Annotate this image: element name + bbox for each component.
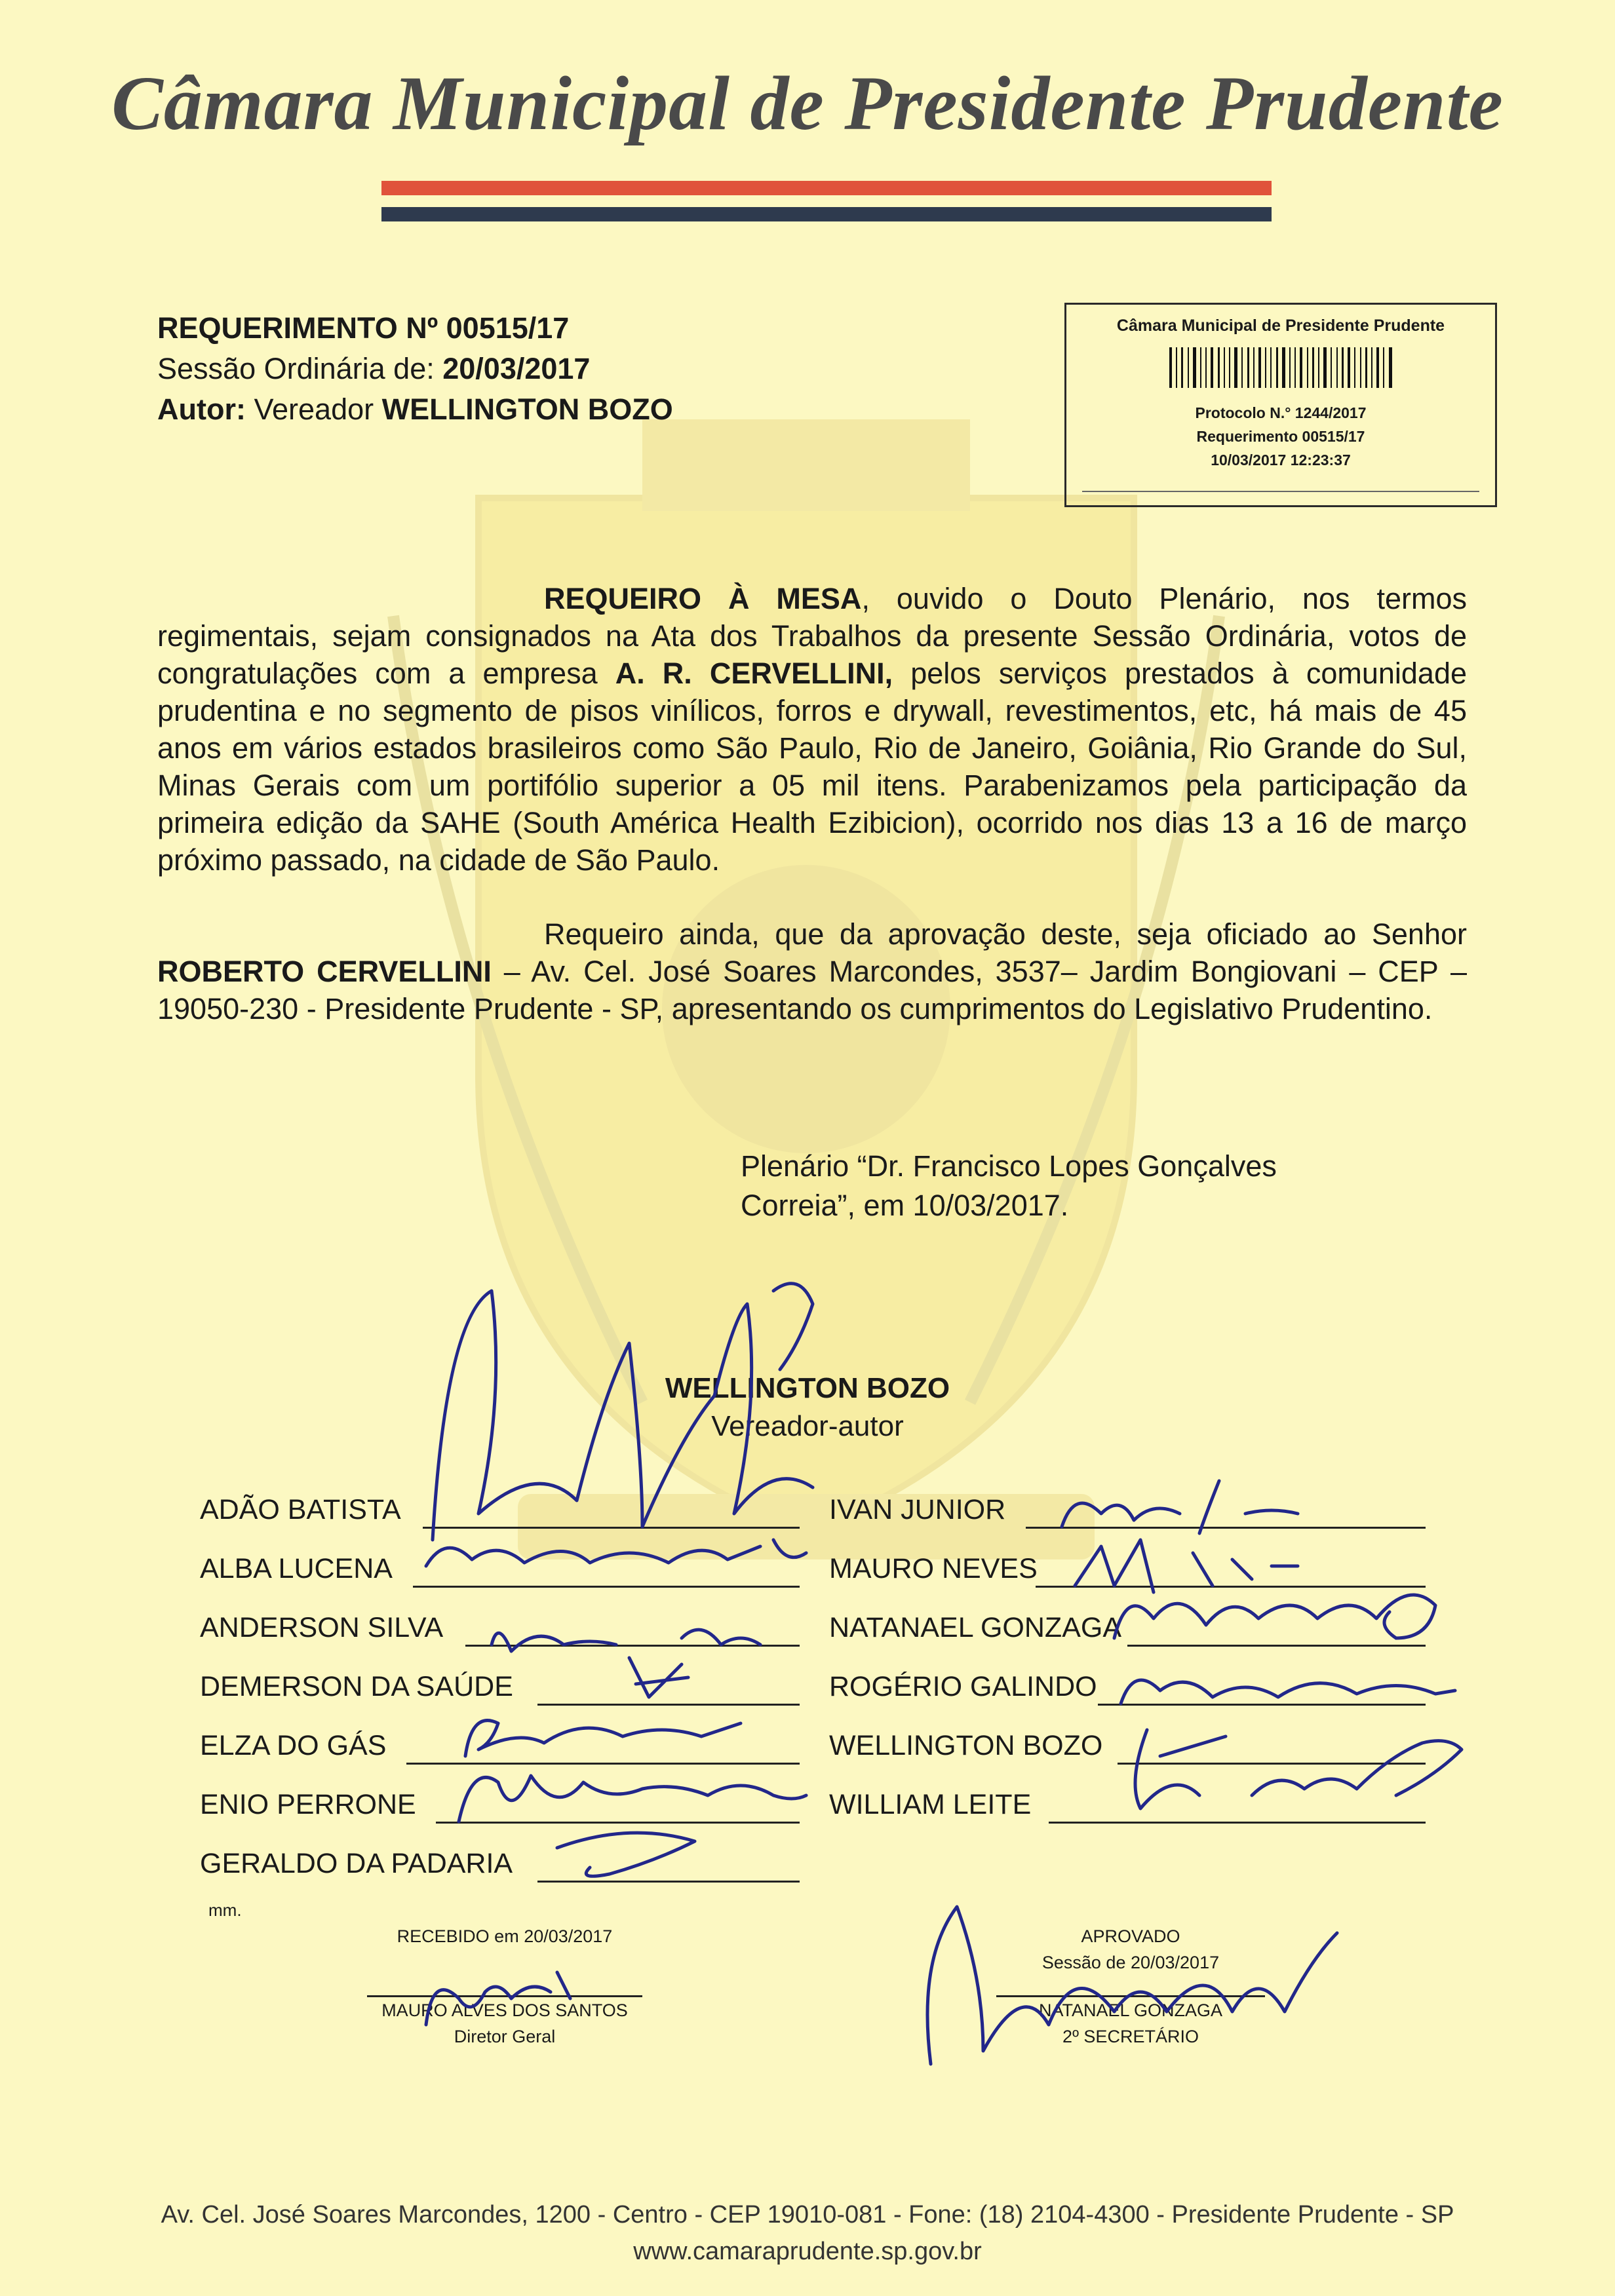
barcode-bar xyxy=(1323,347,1327,388)
requirement-header xyxy=(157,308,673,430)
place-date xyxy=(741,1147,1277,1225)
barcode-bar xyxy=(1336,347,1338,388)
barcode-bar xyxy=(1365,347,1367,388)
signatory-left-4: DEMERSON DA SAÚDE xyxy=(200,1671,513,1702)
signatory-right-6: WILLIAM LEITE xyxy=(829,1789,1032,1820)
signature-geraldo xyxy=(551,1815,721,1887)
header-stripe-red xyxy=(381,181,1272,195)
signature-received xyxy=(374,1959,583,2038)
signatory-left-1: ADÃO BATISTA xyxy=(200,1494,401,1525)
protocol-title: Câmara Municipal de Presidente Prudente xyxy=(1116,316,1445,335)
author-line: Autor: Vereador WELLINGTON BOZO xyxy=(157,392,673,426)
protocol-datetime: 10/03/2017 12:23:37 xyxy=(1211,451,1351,469)
signatory-right-1: IVAN JUNIOR xyxy=(829,1494,1006,1525)
barcode-bar xyxy=(1247,347,1249,388)
barcode-bar xyxy=(1193,347,1196,388)
barcode-bar xyxy=(1188,347,1189,388)
barcode-bar xyxy=(1258,347,1261,388)
place-line-1: Plenário “Dr. Francisco Lopes Gonçalves xyxy=(741,1149,1277,1183)
header-stripe-blue xyxy=(381,207,1272,221)
received-label: RECEBIDO em 20/03/2017 xyxy=(397,1926,613,1946)
barcode xyxy=(1169,347,1392,388)
barcode-bar xyxy=(1265,347,1266,388)
barcode-bar xyxy=(1241,347,1243,388)
signatory-left-3: ANDERSON SILVA xyxy=(200,1612,444,1643)
protocol-number: Protocolo N.° 1244/2017 xyxy=(1195,404,1367,421)
signatory-left-2: ALBA LUCENA xyxy=(200,1553,393,1584)
barcode-bar xyxy=(1253,347,1255,388)
barcode-bar xyxy=(1224,347,1225,388)
session-line: Sessão Ordinária de: 20/03/2017 xyxy=(157,352,591,385)
signatory-left-7: GERALDO DA PADARIA xyxy=(200,1848,513,1879)
barcode-bar xyxy=(1200,347,1201,388)
barcode-bar xyxy=(1376,347,1379,388)
barcode-bar xyxy=(1342,347,1344,388)
approved-label: APROVADO xyxy=(1081,1926,1180,1946)
barcode-bar xyxy=(1318,347,1319,388)
signature-william xyxy=(1108,1717,1475,1815)
barcode-bar xyxy=(1307,347,1308,388)
received-name: MAURO ALVES DOS SANTOS xyxy=(381,2000,628,2020)
signatory-right-4: ROGÉRIO GALINDO xyxy=(829,1671,1097,1702)
protocol-rule xyxy=(1082,491,1479,492)
signature-natanael xyxy=(1101,1566,1455,1651)
barcode-bar xyxy=(1169,347,1172,388)
barcode-bar xyxy=(1229,347,1230,388)
signature-rogerio xyxy=(1108,1658,1462,1717)
barcode-bar xyxy=(1218,347,1220,388)
signatory-right-5: WELLINGTON BOZO xyxy=(829,1730,1103,1761)
signature-demerson xyxy=(623,1651,695,1704)
footer xyxy=(0,2196,1615,2270)
barcode-bar xyxy=(1312,347,1314,388)
barcode-bar xyxy=(1331,347,1332,388)
signatory-left-6: ENIO PERRONE xyxy=(200,1789,416,1820)
barcode-bar xyxy=(1360,347,1361,388)
barcode-bar xyxy=(1354,347,1355,388)
barcode-bar xyxy=(1294,347,1296,388)
approved-role: 2º SECRETÁRIO xyxy=(1062,2027,1199,2046)
place-line-2: Correia”, em 10/03/2017. xyxy=(741,1189,1069,1222)
body-paragraph-2: Requeiro ainda, que da aprovação deste, seja oficiado ao Senhor ROBERTO CERVELLINI – Av. Cel. José Soares Marcondes, 3537– Jardim Bongiovani – CEP – 19050-230 - Presidente Prudente - SP, apresentando os cumprimentos do Legislativo Prudentino. xyxy=(157,917,1467,1025)
barcode-bar xyxy=(1383,347,1384,388)
received-role: Diretor Geral xyxy=(454,2027,556,2046)
signature-ivan xyxy=(1049,1474,1324,1540)
barcode-bar xyxy=(1300,347,1302,388)
signatory-right-2: MAURO NEVES xyxy=(829,1553,1038,1584)
approved-name: NATANAEL GONZAGA xyxy=(1038,2000,1223,2020)
barcode-bar xyxy=(1289,347,1291,388)
barcode-bar xyxy=(1270,347,1272,388)
barcode-bar xyxy=(1276,347,1278,388)
author-name: WELLINGTON BOZO xyxy=(665,1372,950,1404)
signatory-left-5: ELZA DO GÁS xyxy=(200,1730,387,1761)
barcode-bar xyxy=(1176,347,1177,388)
barcode-bar xyxy=(1205,347,1207,388)
signature-line xyxy=(413,1586,800,1588)
footer-address: Av. Cel. José Soares Marcondes, 1200 - Centro - CEP 19010-081 - Fone: (18) 2104-4300 - Presidente Prudente - SP xyxy=(161,2201,1454,2229)
signature-author-scribble xyxy=(406,1265,865,1566)
typist-initials: mm. xyxy=(208,1900,242,1920)
footer-website[interactable]: www.camaraprudente.sp.gov.br xyxy=(633,2238,982,2265)
barcode-bar xyxy=(1211,347,1213,388)
barcode-bar xyxy=(1282,347,1285,388)
barcode-bar xyxy=(1181,347,1183,388)
body-paragraph-1: REQUEIRO À MESA, ouvido o Douto Plenário, nos termos regimentais, sejam consignados na Ata dos Trabalhos da presente Sessão Ordinária, votos de congratulações com a empresa A. R. CERVELLINI, pelos serviços prestados à comunidade prudentina e no segmento de pisos vinílicos, forros e drywall, revestimentos, etc, há mais de 45 anos em vários estados brasileiros como São Paulo, Rio de Janeiro, Goiânia, Rio Grande do Sul, Minas Gerais com um portifólio superior a 05 mil itens. Parabenizamos pela participação da primeira edição da SAHE (South América Health Ezibicion), ocorrido nos dias 13 a 16 de março próximo passado, na cidade de São Paulo. xyxy=(157,582,1468,877)
author-role: Vereador-autor xyxy=(711,1410,904,1442)
protocol-requirement: Requerimento 00515/17 xyxy=(1196,428,1365,445)
barcode-bar xyxy=(1348,347,1350,388)
institution-title: Câmara Municipal de Presidente Prudente xyxy=(111,60,1504,146)
barcode-bar xyxy=(1371,347,1372,388)
approved-session: Sessão de 20/03/2017 xyxy=(1041,1953,1220,1972)
requirement-number: REQUERIMENTO Nº 00515/17 xyxy=(157,311,570,345)
signature-alba xyxy=(419,1527,813,1579)
signature-elza xyxy=(452,1704,747,1763)
signature-approved xyxy=(905,1881,1350,2071)
signatory-right-3: NATANAEL GONZAGA xyxy=(829,1612,1121,1643)
barcode-bar xyxy=(1389,347,1392,388)
protocol-stamp xyxy=(1064,303,1497,507)
barcode-bar xyxy=(1234,347,1237,388)
signature-line xyxy=(1049,1822,1426,1824)
